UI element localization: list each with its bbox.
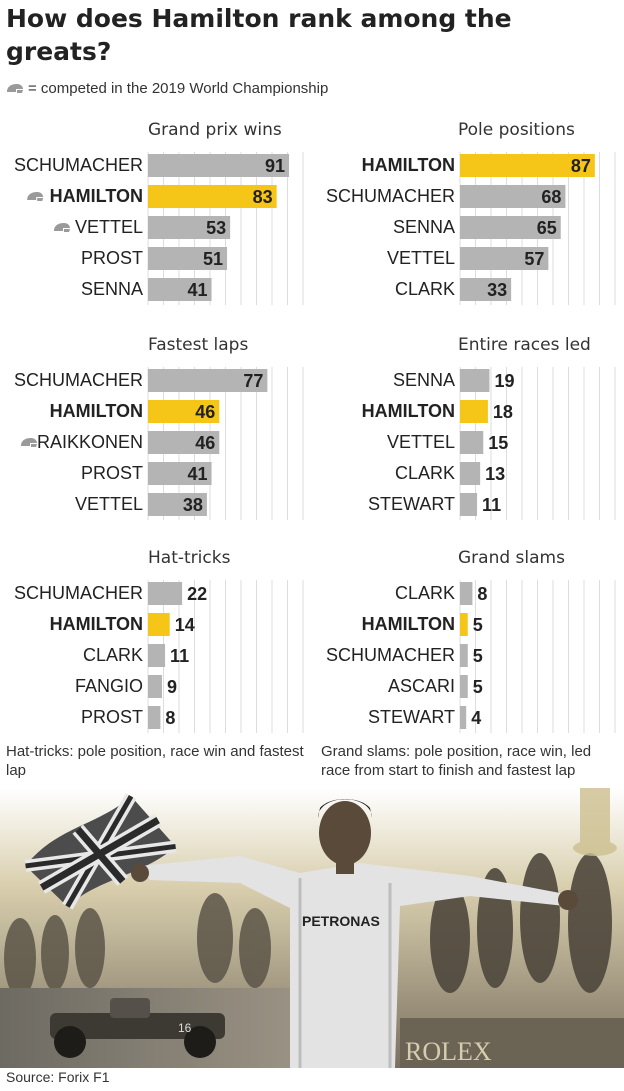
category-label: HAMILTON [49,401,143,421]
category-label: STEWART [367,494,455,514]
value-label: 5 [472,646,483,666]
chart-title: Pole positions [458,120,575,140]
value-label: 53 [206,218,227,238]
category-label: RAIKKONEN [36,432,143,452]
chart-entire-races-led [312,335,624,540]
value-label: 8 [477,584,488,604]
chart-title: Fastest laps [148,335,249,355]
chart-title: Hat-tricks [148,548,231,568]
bar-hamilton [460,400,488,423]
chart-fastest-laps [0,335,312,540]
chart-grand-prix-wins [0,120,312,325]
value-label: 87 [570,156,591,176]
value-label: 38 [182,495,203,515]
chart-pole-positions [312,120,624,325]
chart-svg [0,578,312,748]
chart-svg [0,150,312,320]
category-label: HAMILTON [361,401,455,421]
category-label: CLARK [82,645,143,665]
category-label: PROST [80,463,143,483]
category-label: PROST [80,707,143,727]
category-label: HAMILTON [49,614,143,634]
value-label: 41 [187,280,208,300]
category-label: CLARK [394,463,455,483]
chart-title: Grand prix wins [148,120,282,140]
value-label: 11 [482,495,502,515]
value-label: 22 [187,584,208,604]
value-label: 13 [485,464,506,484]
legend-text: = competed in the 2019 World Championship [28,80,329,97]
bar-stewart [460,493,477,516]
chart-svg [0,365,312,535]
category-label: PROST [80,248,143,268]
bar-stewart [460,706,466,729]
category-label: CLARK [394,583,455,603]
helmet-icon [6,83,24,95]
category-label: VETTEL [74,217,143,237]
value-label: 68 [541,187,562,207]
category-label: SCHUMACHER [325,186,455,206]
grand-slams-note: Grand slams: pole position, race win, led race from start to finish and fastest lap [321,743,592,779]
bar-vettel [460,431,483,454]
category-label: SCHUMACHER [13,155,143,175]
value-label: 19 [494,371,515,391]
helmet-icon [54,223,70,232]
bar-schumacher [460,644,468,667]
bar-clark [460,462,480,485]
value-label: 65 [536,218,557,238]
category-label: ASCARI [387,676,455,696]
chart-grand-slams [312,548,624,753]
category-label: VETTEL [386,248,455,268]
value-label: 9 [166,677,177,697]
bar-clark [148,644,165,667]
value-label: 83 [252,187,273,207]
category-label: SCHUMACHER [13,583,143,603]
category-label: HAMILTON [361,155,455,175]
bar-schumacher [148,582,182,605]
helmet-icon [27,192,43,201]
value-label: 91 [265,156,286,176]
helmet-icon [21,438,37,447]
chart-hat-tricks [0,548,312,753]
chart-title: Grand slams [458,548,565,568]
category-label: CLARK [394,279,455,299]
value-label: 8 [165,708,176,728]
value-label: 5 [472,677,483,697]
bar-fangio [148,675,162,698]
bar-senna [460,369,489,392]
category-label: VETTEL [386,432,455,452]
chart-svg [312,150,624,320]
category-label: SENNA [80,279,143,299]
category-label: SCHUMACHER [325,645,455,665]
category-label: HAMILTON [49,186,143,206]
value-label: 14 [174,615,195,635]
bar-ascari [460,675,468,698]
value-label: 15 [488,433,509,453]
hamilton-celebration-photo [0,788,624,1068]
category-label: VETTEL [74,494,143,514]
value-label: 77 [243,371,264,391]
chart-svg [312,578,624,748]
value-label: 11 [170,646,190,666]
barrier-sponsor: ROLEX [405,1037,492,1066]
bar-prost [148,706,160,729]
value-label: 33 [487,280,508,300]
source-note: Source: Forix F1 [6,1069,110,1085]
value-label: 18 [492,402,513,422]
bar-hamilton [148,613,170,636]
value-label: 41 [187,464,208,484]
bar-clark [460,582,472,605]
category-label: STEWART [367,707,455,727]
value-label: 5 [472,615,483,635]
bar-hamilton [460,613,468,636]
category-label: SCHUMACHER [13,370,143,390]
shirt-sponsor: PETRONAS [302,913,380,929]
category-label: HAMILTON [361,614,455,634]
category-label: SENNA [392,217,455,237]
value-label: 57 [524,249,545,269]
page-title: How does Hamilton rank among the greats? [6,4,512,66]
category-label: SENNA [392,370,455,390]
value-label: 46 [195,433,216,453]
value-label: 4 [471,708,482,728]
chart-title: Entire races led [458,335,591,355]
car-number: 16 [178,1021,192,1035]
hat-tricks-note: Hat-tricks: pole position, race win and fastest lap [6,743,304,779]
value-label: 46 [195,402,216,422]
value-label: 51 [203,249,224,269]
legend [6,80,328,97]
category-label: FANGIO [74,676,143,696]
chart-svg [312,365,624,535]
